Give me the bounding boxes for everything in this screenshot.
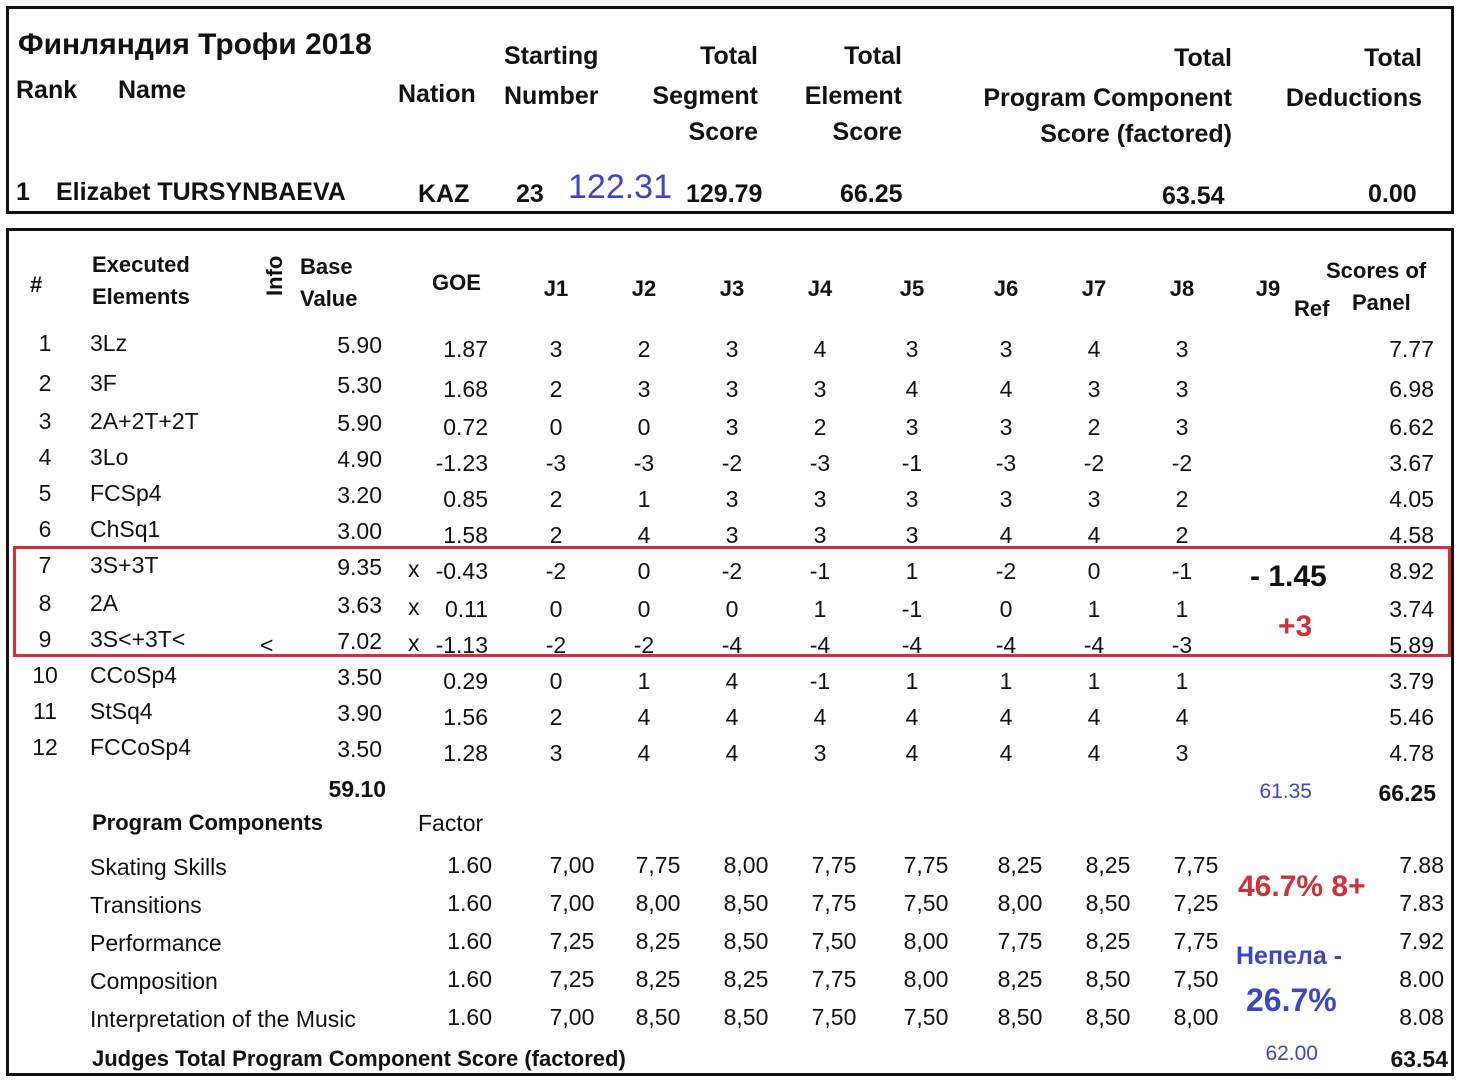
component-judge-score: 7,75 [811,890,857,916]
judge-score: 3 [905,486,919,512]
judge-score: 3 [813,740,827,766]
component-judge-score: 7,25 [549,966,595,992]
element-goe: 1.58 [443,522,488,548]
element-code: StSq4 [90,698,153,724]
element-panel: 6.62 [1389,414,1434,440]
component-factor: 1.60 [447,852,492,878]
judge-score: 2 [1175,486,1189,512]
col-ded-2: Deductions [1285,84,1422,112]
judge-score: 3 [1175,336,1189,362]
col-base-1: Base [300,254,353,279]
component-panel: 8.08 [1399,1004,1444,1030]
judge-score: 4 [905,376,919,402]
judge-score: 3 [813,522,827,548]
judge-header: J5 [899,276,925,301]
component-judge-score: 7,00 [549,890,595,916]
judge-score: 4 [725,740,739,766]
element-num: 2 [38,370,52,396]
element-panel: 4.78 [1389,740,1434,766]
component-judge-score: 7,75 [903,852,949,878]
judge-score: 4 [637,522,651,548]
judge-score: -1 [809,668,831,694]
component-judge-score: 8,00 [723,852,769,878]
component-judge-score: 7,75 [997,928,1043,954]
element-num: 4 [38,444,52,470]
judge-header: J2 [631,276,657,301]
col-info: Info [262,255,287,296]
judge-score: 1 [637,668,651,694]
element-num: 3 [38,408,52,434]
judge-score: 4 [999,522,1013,548]
base-total: 59.10 [328,776,386,802]
judge-score: 3 [725,486,739,512]
component-name: Skating Skills [90,854,227,880]
element-num: 5 [38,480,52,506]
col-tss-3: Score [688,118,758,146]
event-title: Финляндия Трофи 2018 [18,28,372,61]
judge-score: -2 [1171,450,1193,476]
col-base-2: Value [300,286,358,311]
element-num: 11 [33,698,57,724]
col-pcs-1: Total [1174,44,1232,72]
judge-score: 1 [999,668,1013,694]
pcs-total: 63.54 [1390,1046,1448,1072]
judge-score: 4 [1087,336,1101,362]
component-judge-score: 8,00 [903,966,949,992]
alt-segment-score: 122.31 [568,168,672,206]
judge-score: 1 [905,558,919,584]
col-starting-1: Starting [504,42,599,70]
component-panel: 7.92 [1399,928,1444,954]
judge-score: 1 [813,596,827,622]
component-judge-score: 8,00 [635,890,681,916]
judge-score: 0 [549,668,563,694]
component-judge-score: 7,25 [1173,890,1219,916]
pct-8plus-note: 46.7% 8+ [1238,870,1366,903]
judge-score: 3 [725,336,739,362]
component-factor: 1.60 [447,928,492,954]
element-base: 3.50 [337,664,382,690]
judge-score: 4 [905,704,919,730]
judge-score: 2 [813,414,827,440]
judge-score: 3 [905,336,919,362]
element-goe: 1.87 [443,336,488,362]
element-panel: 3.79 [1389,668,1434,694]
judge-header: J7 [1081,276,1107,301]
component-name: Performance [90,930,222,956]
judge-header: J1 [543,276,569,301]
element-base: 3.50 [337,736,382,762]
judge-score: 0 [637,558,651,584]
component-judge-score: 7,75 [811,852,857,878]
col-panel-1: Scores of [1326,258,1427,283]
component-judge-score: 7,75 [1173,928,1219,954]
element-goe: 0.72 [443,414,488,440]
component-judge-score: 8,25 [635,928,681,954]
deductions: 0.00 [1368,180,1417,208]
element-panel: 8.92 [1389,558,1434,584]
component-judge-score: 7,50 [811,928,857,954]
component-judge-score: 7,50 [903,1004,949,1030]
component-judge-score: 8,25 [723,966,769,992]
judge-score: 4 [813,336,827,362]
col-rank: Rank [16,76,78,104]
judge-score: 3 [725,376,739,402]
element-code: 3F [90,370,117,396]
element-x: x [408,630,420,656]
component-factor: 1.60 [447,966,492,992]
element-base: 3.90 [337,700,382,726]
judge-score: 2 [1087,414,1101,440]
judge-score: 4 [905,740,919,766]
component-judge-score: 8,00 [903,928,949,954]
judge-score: 0 [637,596,651,622]
element-goe: -1.13 [435,632,488,658]
judge-score: 4 [999,740,1013,766]
judge-score: 4 [725,704,739,730]
judge-score: -1 [1171,558,1193,584]
judge-score: 3 [1175,740,1189,766]
judge-score: -3 [809,450,831,476]
element-code: ChSq1 [90,516,161,542]
element-num: 1 [38,330,52,356]
component-judge-score: 8,25 [1085,852,1131,878]
element-goe: 1.68 [443,376,488,402]
component-judge-score: 8,00 [997,890,1043,916]
col-nation: Nation [398,80,476,108]
component-judge-score: 8,50 [723,1004,769,1030]
col-ded-1: Total [1364,44,1422,72]
judge-score: 3 [1087,376,1101,402]
judge-score: -1 [809,558,831,584]
element-base: 3.63 [337,592,382,618]
nepela-note-2: 26.7% [1246,982,1337,1018]
judge-score: 3 [999,414,1013,440]
component-judge-score: 7,00 [549,1004,595,1030]
element-code: 3S+3T [90,552,159,578]
element-num: 6 [38,516,52,542]
plus-three-note: +3 [1278,610,1313,643]
element-panel: 7.77 [1389,336,1434,362]
col-pcs-3: Score (factored) [1040,120,1232,148]
judge-score: 3 [1175,376,1189,402]
components-factor: Factor [418,810,484,836]
component-judge-score: 7,75 [811,966,857,992]
element-goe: 1.56 [443,704,488,730]
alt-element-total: 61.35 [1259,780,1312,803]
judge-score: 0 [725,596,739,622]
element-base: 5.90 [337,332,382,358]
component-score: 63.54 [1162,182,1225,210]
judge-score: 3 [999,486,1013,512]
element-base: 5.90 [337,410,382,436]
skater-rank: 1 [16,178,30,206]
col-tes-1: Total [844,42,902,70]
element-goe: 1.28 [443,740,488,766]
judge-score: 3 [1175,414,1189,440]
component-judge-score: 8,25 [997,852,1043,878]
element-goe: -1.23 [435,450,488,476]
judge-score: 4 [725,668,739,694]
judge-score: -3 [995,450,1017,476]
judge-score: 1 [905,668,919,694]
component-judge-score: 8,25 [635,966,681,992]
judge-score: 3 [999,336,1013,362]
judge-score: 3 [813,486,827,512]
judge-score: -2 [995,558,1017,584]
judge-score: 1 [637,486,651,512]
element-num: 7 [38,552,52,578]
component-panel: 7.88 [1399,852,1444,878]
element-base: 4.90 [337,446,382,472]
judge-score: 3 [813,376,827,402]
segment-score: 129.79 [686,180,763,208]
element-code: 3Lo [90,444,129,470]
judge-score: 3 [725,414,739,440]
judge-score: 0 [637,414,651,440]
element-goe: 0.85 [443,486,488,512]
judge-score: 4 [1087,522,1101,548]
element-goe: 0.11 [444,596,488,622]
element-panel: 4.05 [1389,486,1434,512]
col-tss-2: Segment [652,82,758,110]
element-num: 8 [38,590,52,616]
component-judge-score: 7,50 [811,1004,857,1030]
judge-score: 3 [905,522,919,548]
judge-score: 4 [637,740,651,766]
element-panel: 5.46 [1389,704,1434,730]
judge-score: -3 [633,450,655,476]
component-judge-score: 8,50 [1085,890,1131,916]
nepela-note-1: Непела - [1236,942,1343,970]
judge-score: 2 [549,486,563,512]
panel-element-total: 66.25 [1378,780,1436,806]
component-judge-score: 8,00 [1173,1004,1219,1030]
component-judge-score: 8,50 [1085,966,1131,992]
judge-score: 3 [549,740,563,766]
element-num: 9 [38,626,52,652]
judge-score: -4 [721,632,743,658]
col-num: # [30,272,43,297]
element-base: 3.20 [337,482,382,508]
judge-score: 4 [1175,704,1189,730]
element-goe: -0.43 [435,558,488,584]
component-factor: 1.60 [447,1004,492,1030]
judge-score: 2 [549,376,563,402]
components-title: Program Components [92,810,324,835]
judge-score: 2 [549,522,563,548]
col-ref: Ref [1294,296,1330,321]
component-judge-score: 8,50 [1085,1004,1131,1030]
element-code: 2A+2T+2T [90,408,199,434]
component-judge-score: 7,25 [549,928,595,954]
judge-score: 0 [1087,558,1101,584]
component-judge-score: 8,50 [635,1004,681,1030]
judge-score: -2 [721,450,743,476]
pcs-total-label: Judges Total Program Component Score (factored) [92,1046,626,1071]
col-executed-2: Elements [92,284,190,309]
component-judge-score: 8,25 [997,966,1043,992]
component-judge-score: 7,75 [1173,852,1219,878]
judge-score: 0 [549,596,563,622]
element-panel: 5.89 [1389,632,1434,658]
judge-score: -4 [1083,632,1105,658]
element-num: 10 [32,662,58,688]
element-code: 2A [90,590,119,616]
judge-score: 1 [1087,668,1101,694]
judge-score: 3 [1087,486,1101,512]
element-code: FCSp4 [90,480,162,506]
col-pcs-2: Program Component [983,84,1232,112]
judge-score: 4 [813,704,827,730]
judge-score: 4 [999,376,1013,402]
element-code: FCCoSp4 [90,734,191,760]
judge-score: 4 [999,704,1013,730]
judge-score: -3 [545,450,567,476]
col-goe: GOE [432,270,481,295]
component-judge-score: 8,50 [723,928,769,954]
component-judge-score: 7,75 [635,852,681,878]
element-base: 9.35 [337,554,382,580]
element-panel: 6.98 [1389,376,1434,402]
judge-score: -3 [1171,632,1193,658]
col-starting-2: Number [504,82,599,110]
judge-score: 3 [905,414,919,440]
component-judge-score: 7,50 [1173,966,1219,992]
element-goe: 0.29 [443,668,488,694]
component-judge-score: 8,50 [997,1004,1043,1030]
judge-score: 3 [725,522,739,548]
skater-nation: KAZ [418,180,470,208]
component-judge-score: 8,50 [723,890,769,916]
judge-score: 2 [549,704,563,730]
judge-score: 4 [637,704,651,730]
judge-score: -2 [545,632,567,658]
judge-score: 4 [1087,704,1101,730]
element-base: 7.02 [337,628,382,654]
judge-score: 2 [637,336,651,362]
goe-diff-note: - 1.45 [1250,560,1327,593]
element-num: 12 [32,734,58,760]
element-info: < [260,632,274,658]
element-score: 66.25 [840,180,903,208]
judge-header: J3 [719,276,745,301]
component-judge-score: 7,00 [549,852,595,878]
col-tes-3: Score [832,118,902,146]
judge-score: -4 [995,632,1017,658]
component-judge-score: 8,25 [1085,928,1131,954]
skater-start-no: 23 [516,180,544,208]
alt-pcs-total: 62.00 [1265,1042,1318,1065]
judge-score: -4 [809,632,831,658]
judge-score: -2 [721,558,743,584]
element-code: 3S<+3T< [90,626,186,652]
judge-score: 1 [1175,596,1189,622]
judge-header: J6 [993,276,1019,301]
judge-score: 0 [549,414,563,440]
element-code: 3Lz [90,330,128,356]
judge-score: 3 [637,376,651,402]
element-panel: 3.67 [1389,450,1434,476]
component-panel: 7.83 [1399,890,1444,916]
element-panel: 3.74 [1389,596,1434,622]
judge-score: -4 [901,632,923,658]
judge-score: 4 [1087,740,1101,766]
element-x: x [408,556,420,582]
component-name: Composition [90,968,218,994]
judge-score: 1 [1087,596,1101,622]
element-base: 5.30 [337,372,382,398]
judge-score: 2 [1175,522,1189,548]
judge-header: J4 [807,276,833,301]
judge-score: -2 [633,632,655,658]
col-tes-2: Element [804,82,902,110]
judge-score: -1 [901,596,923,622]
judge-score: 3 [549,336,563,362]
component-name: Interpretation of the Music [90,1006,356,1032]
judge-score: 0 [999,596,1013,622]
judge-score: -2 [545,558,567,584]
col-name: Name [118,76,187,104]
judge-score: 1 [1175,668,1189,694]
col-tss-1: Total [700,42,758,70]
component-name: Transitions [90,892,202,918]
element-panel: 4.58 [1389,522,1434,548]
element-base: 3.00 [337,518,382,544]
col-executed-1: Executed [92,252,190,277]
component-judge-score: 7,50 [903,890,949,916]
judge-score: -1 [901,450,923,476]
col-panel-2: Panel [1352,290,1411,315]
component-factor: 1.60 [447,890,492,916]
element-code: CCoSp4 [90,662,177,688]
skater-name: Elizabet TURSYNBAEVA [56,178,346,206]
judge-score: -2 [1083,450,1105,476]
judge-header: J9 [1255,276,1281,301]
judge-header: J8 [1169,276,1195,301]
component-panel: 8.00 [1399,966,1444,992]
element-x: x [408,594,420,620]
